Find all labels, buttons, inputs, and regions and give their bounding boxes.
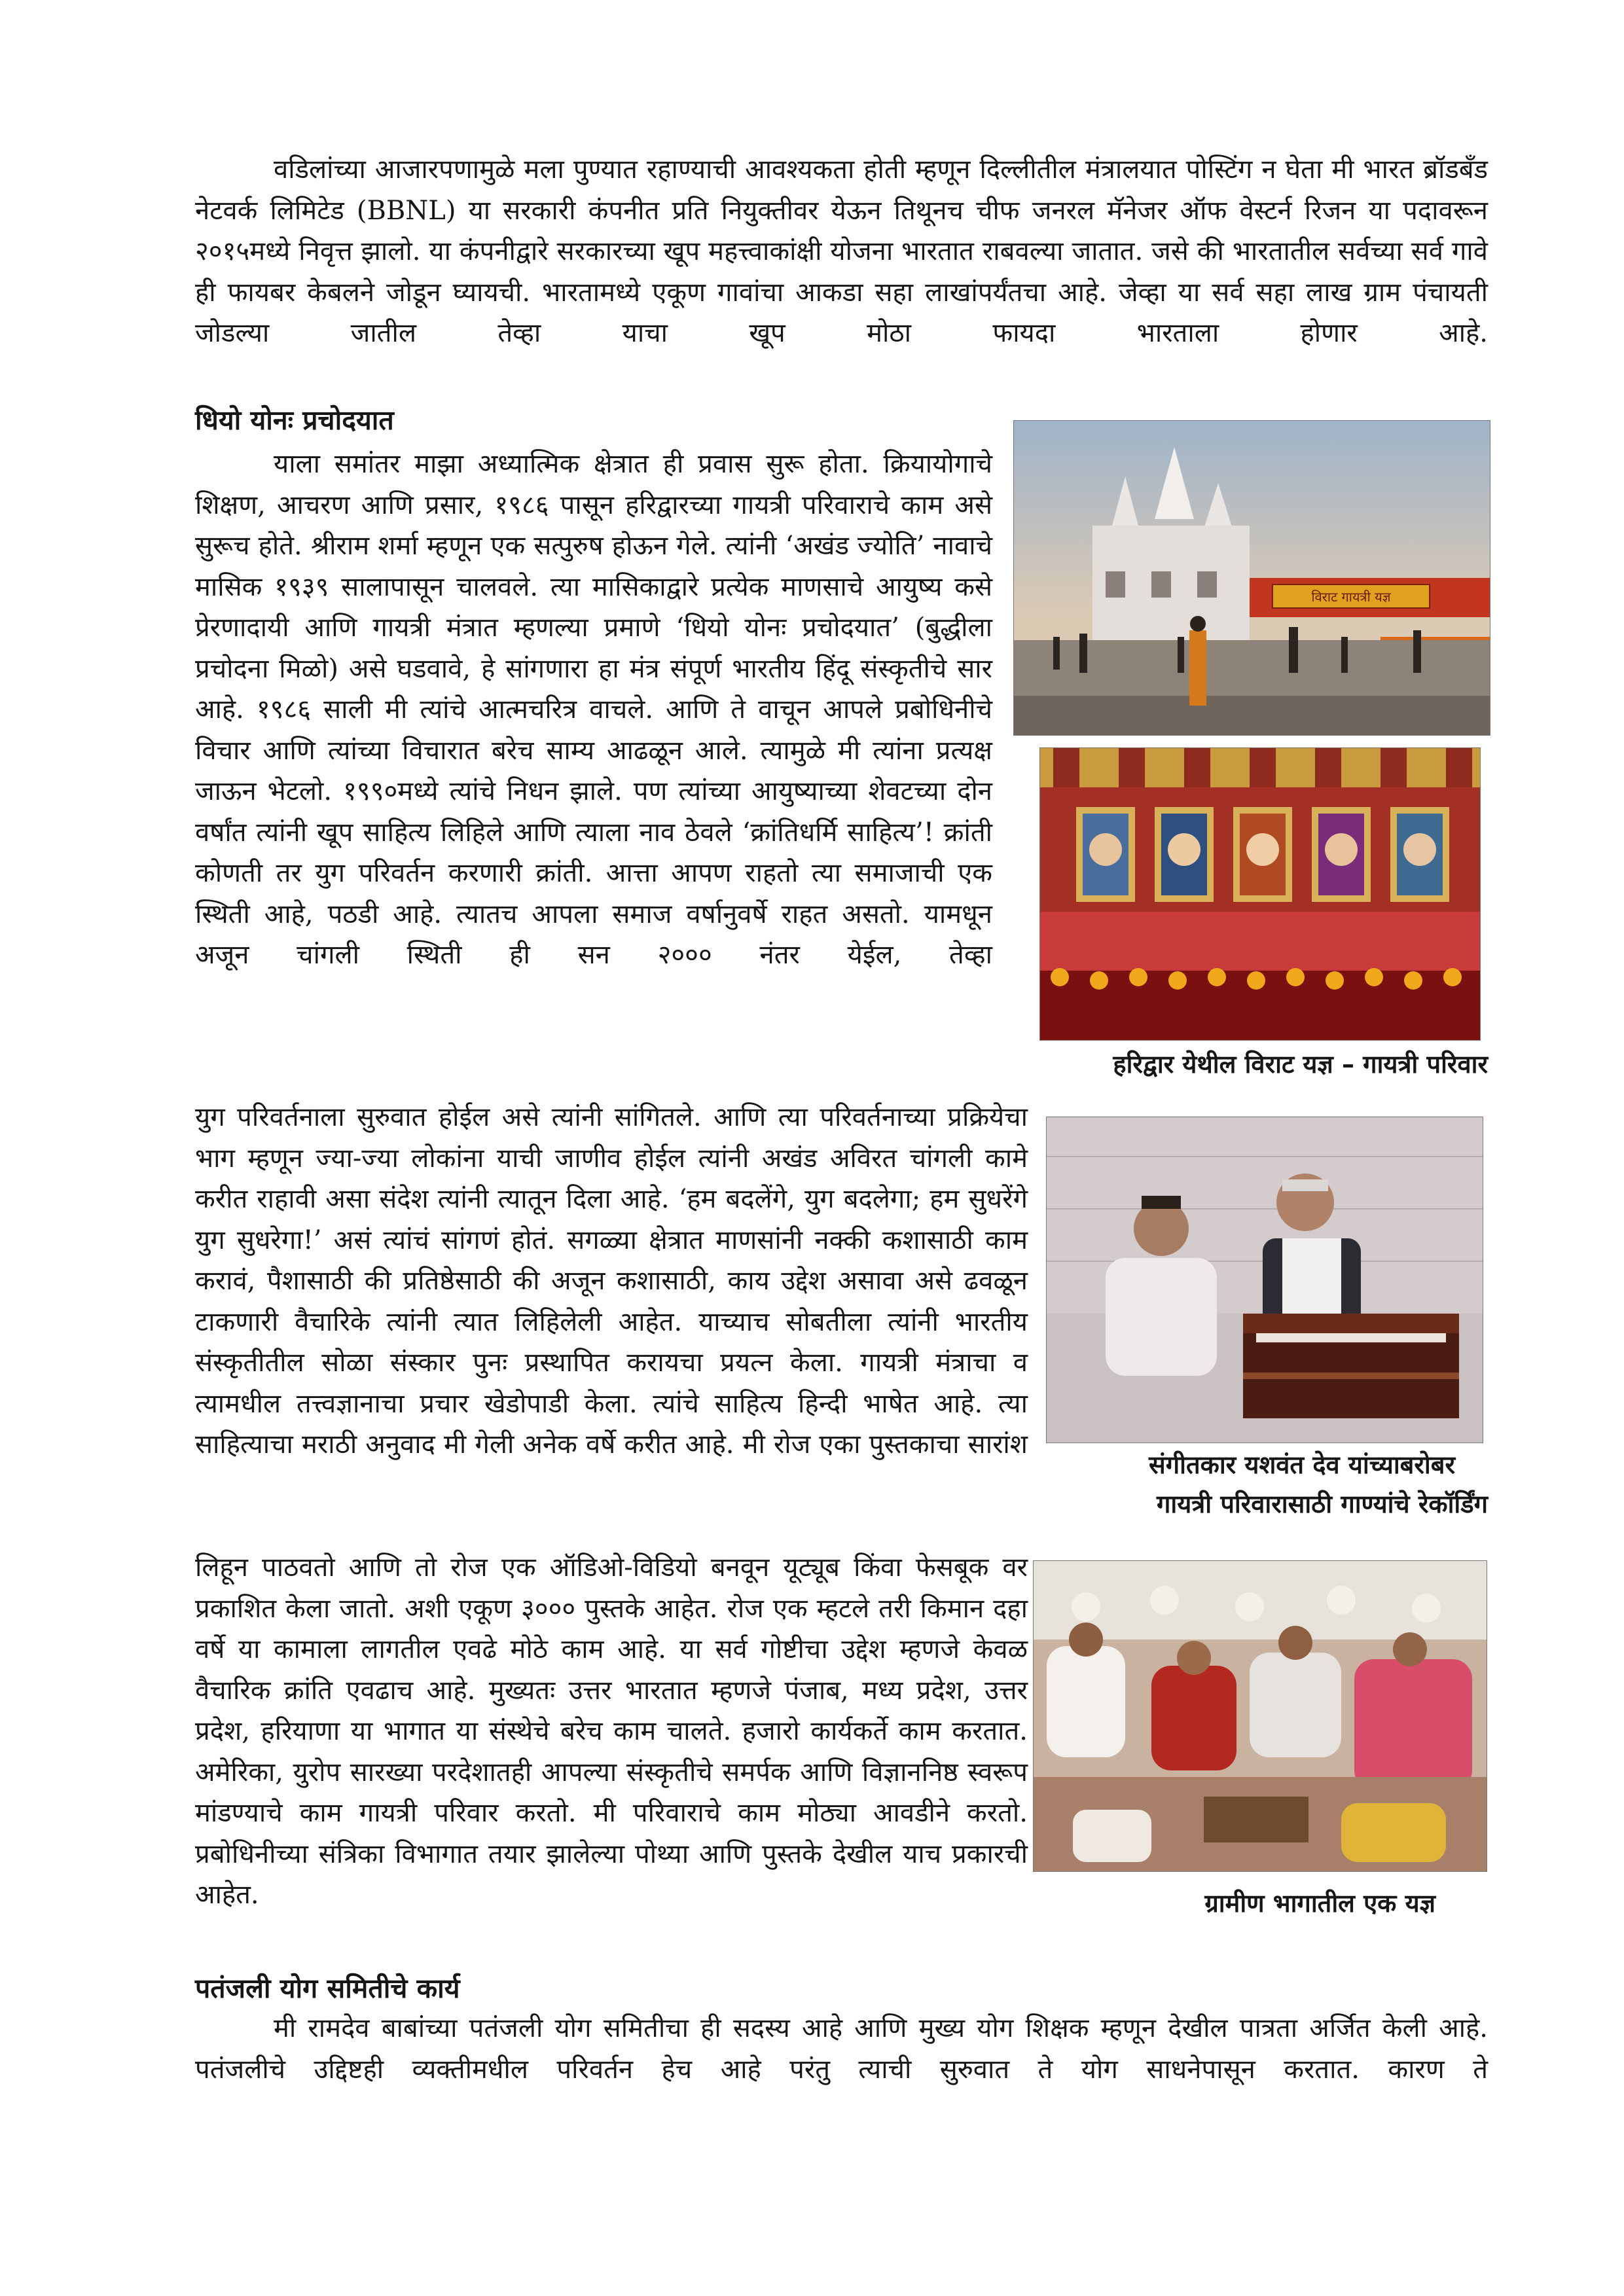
intro-paragraph: वडिलांच्या आजारपणामुळे मला पुण्यात रहाण्याची आवश्यकता होती म्हणून दिल्लीतील मंत्रालयात पोस्टिंग न घेता मी भारत ब्रॉडबँड नेटवर्क लिमिटेड (BBNL) या सरकारी कंपनीत प्रति नियुक्तीवर येऊन तिथूनच चीफ जनरल मॅनेजर ऑफ वेस्टर्न रिजन या पदावरून २०१५मध्ये निवृत्त झालो. या कंपनीद्वारे सरकारच्या खूप महत्त्वाकांक्षी योजना भारतात राबवल्या जातात. जसे की भारतातील सर्वच्या सर्व गावे ही फायबर केबलने जोडून घ्यायची. भारतामध्ये एकूण गावांचा आकडा सहा लाखांपर्यंतचा आहे. जेव्हा या सर्व सहा लाख ग्राम पंचायती जोडल्या जातील तेव्हा याचा खूप मोठा फायदा भारताला होणार आहे. bbox=[195, 154, 1489, 348]
body-text-bottom: लिहून पाठवतो आणि तो रोज एक ऑडिओ-विडियो बनवून यूट्यूब किंवा फेसबूक वर प्रकाशित केला जातो. अशी एकूण ३००० पुस्तके आहेत. रोज एक म्हटले तरी किमान दहा वर्षे या कामाला लागतील एवढे मोठे काम आहे. या सर्व गोष्टीचा उद्देश म्हणजे केवळ वैचारिक क्रांति एवढाच आहे. मुख्यतः उत्तर भारतात म्हणजे पंजाब, मध्य प्रदेश, उत्तर प्रदेश, हरियाणा या भागात या संस्थेचे बरेच काम चालते. हजारो कार्यकर्ते काम करतात. अमेरिका, युरोप सारख्या परदेशातही आपल्या संस्कृतीचे समर्पक आणि विज्ञाननिष्ठ स्वरूप मांडण्याचे काम गायत्री परिवार करतो. मी परिवाराचे काम मोठ्या आवडीने करतो. प्रबोधिनीच्या संत्रिका विभागात तयार झालेल्या पोथ्या आणि पुस्तके देखील याच प्रकारची आहेत. bbox=[195, 1552, 1028, 1910]
photo-rural-yagna bbox=[1033, 1560, 1487, 1872]
photo-haridwar-temple bbox=[1013, 420, 1490, 736]
caption-rural-yagna: ग्रामीण भागातील एक यज्ञ bbox=[1204, 1889, 1435, 1918]
portrait-frames bbox=[1076, 807, 1449, 902]
patanjali-paragraph: मी रामदेव बाबांच्या पतंजली योग समितीचा ही सदस्य आहे आणि मुख्य योग शिक्षक म्हणून देखील पात्रता अर्जित केली आहे. पतंजलीचे उद्दिष्टही व्यक्तीमधील परिवर्तन हेच आहे परंतु त्याची सुरुवात ते योग साधनेपासून करतात. कारण ते bbox=[195, 2013, 1488, 2085]
section-heading-dhiyo-yonah: धियो योनः प्रचोदयात bbox=[195, 404, 394, 436]
body-text-middle: युग परिवर्तनाला सुरुवात होईल असे त्यांनी सांगितले. आणि त्या परिवर्तनाच्या प्रक्रियेचा भाग म्हणून ज्या-ज्या लोकांना याची जाणीव होईल त्यांनी अखंड अविरत चांगली कामे करीत राहावी असा संदेश त्यांनी त्यातून दिला आहे. ‘हम बदलेंगे, युग बदलेगा; हम सुधरेंगे युग सुधरेगा!’ असं त्यांचं सांगणं होतं. सगळ्या क्षेत्रात माणसांनी नक्की कशासाठी काम करावं, पैशासाठी की प्रतिष्ठेसाठी की अजून कशासाठी, काय उद्देश असावा असे ढवळून टाकणारी वैचारिके त्यांनी त्यात लिहिलेली आहेत. याच्याच सोबतीला त्यांनी भारतीय संस्कृतीतील सोळा संस्कार पुनः प्रस्थापित करायचा प्रयत्न केला. गायत्री मंत्राचा व त्यामधील तत्त्वज्ञानाचा प्रचार खेडोपाडी केला. त्यांचे साहित्य हिन्दी भाषेत आहे. त्या साहित्याचा मराठी अनुवाद मी गेली अनेक वर्षे करीत आहे. मी रोज एका पुस्तकाचा सारांश bbox=[195, 1102, 1028, 1460]
photo-stage-portraits bbox=[1039, 747, 1481, 1041]
photo-recording-session bbox=[1046, 1117, 1483, 1443]
caption-haridwar-yagna: हरिद्वार येथील विराट यज्ञ – गायत्री परिवार bbox=[1113, 1050, 1488, 1079]
caption-recording-line1: संगीतकार यशवंत देव यांच्याबरोबर bbox=[1149, 1450, 1455, 1479]
section-heading-patanjali: पतंजली योग समितीचे कार्य bbox=[195, 1973, 460, 2004]
temple-banner-text: विराट गायत्री यज्ञ bbox=[1311, 589, 1391, 605]
body-text-top: याला समांतर माझा अध्यात्मिक क्षेत्रात ही प्रवास सुरू होता. क्रियायोगाचे शिक्षण, आचरण आणि प्रसार, १९८६ पासून हरिद्वारच्या गायत्री परिवाराचे काम असे सुरूच होते. श्रीराम शर्मा म्हणून एक सत्पुरुष होऊन गेले. त्यांनी ‘अखंड ज्योति’ नावाचे मासिक १९३९ सालापासून चालवले. त्या मासिकाद्वारे प्रत्येक माणसाचे आयुष्य कसे प्रेरणादायी आणि गायत्री मंत्रात म्हणल्या प्रमाणे ‘धियो योनः प्रचोदयात’ (बुद्धीला प्रचोदना मिळो) असे घडवावे, हे सांगणारा हा मंत्र संपूर्ण भारतीय हिंदू संस्कृतीचे सार आहे. १९८६ साली मी त्यांचे आत्मचरित्र वाचले. आणि ते वाचून आपले प्रबोधिनीचे विचार आणि त्यांच्या विचारात बरेच साम्य आढळून आले. त्यामुळे मी त्यांना प्रत्यक्ष जाऊन भेटलो. १९९०मध्ये त्यांचे निधन झाले. पण त्यांच्या आयुष्याच्या शेवटच्या दोन वर्षांत त्यांनी खूप साहित्य लिहिले आणि त्याला नाव ठेवले ‘क्रांतिधर्मि साहित्य’! क्रांती कोणती तर युग परिवर्तन करणारी क्रांती. आत्ता आपण राहतो त्या समाजाची एक स्थिती आहे, पठडी आहे. त्यातच आपला समाज वर्षानुवर्षे राहत असतो. यामधून अजून चांगली स्थिती ही सन २००० नंतर येईल, तेव्हा bbox=[195, 449, 992, 970]
caption-recording-line2: गायत्री परिवारासाठी गाण्यांचे रेकॉर्डिंग bbox=[1157, 1490, 1488, 1518]
